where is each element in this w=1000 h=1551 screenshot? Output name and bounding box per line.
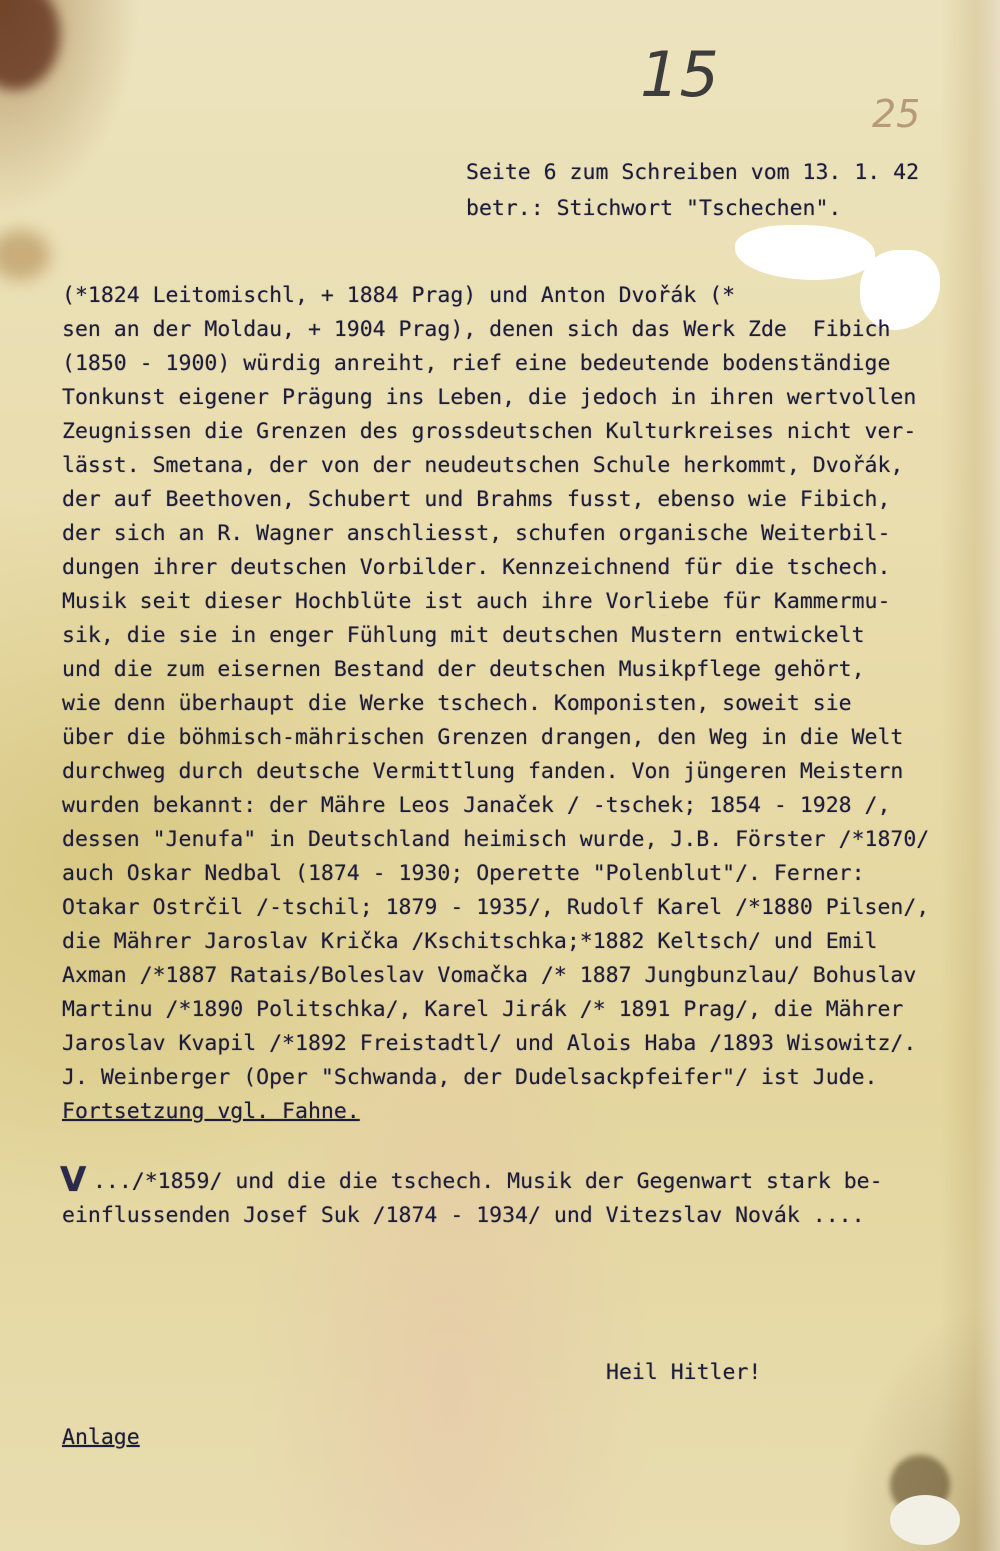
body-line: Zeugnissen die Grenzen des grossdeutschen Kulturkreises nicht ver- (62, 419, 917, 444)
continuation-note: Fortsetzung vgl. Fahne. (62, 1099, 360, 1124)
body-line: sik, die sie in enger Fühlung mit deutschen Mustern entwickelt (62, 623, 865, 648)
paper-damage-hole (890, 1495, 960, 1545)
insert-mark: V (60, 1160, 87, 1200)
body-line: J. Weinberger (Oper "Schwanda, der Dudelsackpfeifer"/ ist Jude. (62, 1065, 878, 1090)
pencil-page-number: 15 (640, 38, 719, 111)
body-line: Otakar Ostrčil /-tschil; 1879 - 1935/, Rudolf Karel /*1880 Pilsen/, (62, 895, 930, 920)
body-line: dessen "Jenufa" in Deutschland heimisch wurde, J.B. Förster /*1870/ (62, 827, 930, 852)
closing-salutation: Heil Hitler! (606, 1360, 762, 1385)
body-line: Musik seit dieser Hochblüte ist auch ihre Vorliebe für Kammermu- (62, 589, 891, 614)
subject-line: betr.: Stichwort "Tschechen". (466, 196, 842, 221)
body-line: (1850 - 1900) würdig anreiht, rief eine bedeutende bodenständige (62, 351, 891, 376)
body-line: der sich an R. Wagner anschliesst, schufen organische Weiterbil- (62, 521, 891, 546)
insert-line: .../*1859/ und die die tschech. Musik der Gegenwart stark be- (80, 1169, 883, 1194)
letter-reference: Seite 6 zum Schreiben vom 13. 1. 42 (466, 160, 920, 185)
body-line: lässt. Smetana, der von der neudeutschen Schule herkommt, Dvořák, (62, 453, 904, 478)
enclosure-label: Anlage (62, 1425, 140, 1450)
body-line: auch Oskar Nedbal (1874 - 1930; Operette "Polenblut"/. Ferner: (62, 861, 865, 886)
body-line: dungen ihrer deutschen Vorbilder. Kennzeichnend für die tschech. (62, 555, 891, 580)
body-line: Tonkunst eigener Prägung ins Leben, die jedoch in ihren wertvollen (62, 385, 917, 410)
body-line: Axman /*1887 Ratais/Boleslav Vomačka /* 1887 Jungbunzlau/ Bohuslav (62, 963, 917, 988)
body-line: durchweg durch deutsche Vermittlung fanden. Von jüngeren Meistern (62, 759, 904, 784)
body-line: und die zum eisernen Bestand der deutschen Musikpflege gehört, (62, 657, 865, 682)
edge-stain (0, 230, 50, 280)
pencil-folio-number: 25 (872, 92, 921, 136)
body-line: sen an der Moldau, + 1904 Prag), denen sich das Werk Zde Fibich (62, 317, 891, 342)
insert-line: einflussenden Josef Suk /1874 - 1934/ und Vitezslav Novák .... (62, 1203, 865, 1228)
body-line: (*1824 Leitomischl, + 1884 Prag) und Anton Dvořák (* (62, 283, 736, 308)
paper-edge-wear (975, 0, 1000, 1551)
body-line: wie denn überhaupt die Werke tschech. Komponisten, soweit sie (62, 691, 852, 716)
body-line: Martinu /*1890 Politschka/, Karel Jirák /* 1891 Prag/, die Mährer (62, 997, 904, 1022)
paper-damage-hole (735, 225, 875, 280)
corner-stain (0, 0, 60, 90)
body-line: über die böhmisch-mährischen Grenzen drangen, den Weg in die Welt (62, 725, 904, 750)
body-line: der auf Beethoven, Schubert und Brahms fusst, ebenso wie Fibich, (62, 487, 891, 512)
body-line: die Mährer Jaroslav Krička /Kschitschka;*1882 Keltsch/ und Emil (62, 929, 878, 954)
body-line: Jaroslav Kvapil /*1892 Freistadtl/ und Alois Haba /1893 Wisowitz/. (62, 1031, 917, 1056)
body-line: wurden bekannt: der Mähre Leos Janaček / -tschek; 1854 - 1928 /, (62, 793, 891, 818)
